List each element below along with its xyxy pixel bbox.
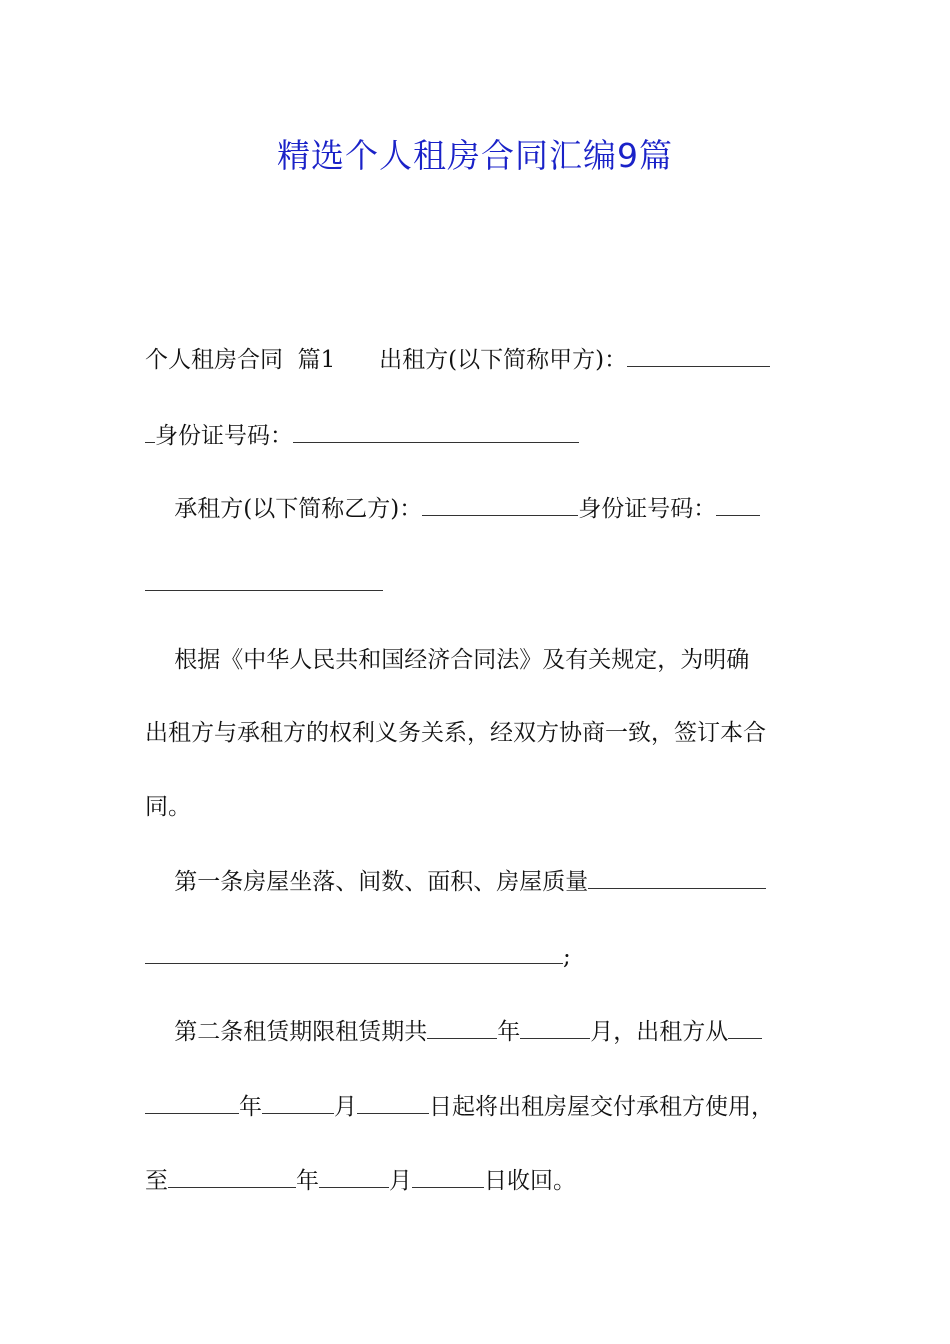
text: 日收回。: [484, 1168, 576, 1194]
text: ;: [563, 944, 571, 970]
text: 身份证号码：: [578, 496, 717, 522]
paragraph-line: [145, 941, 805, 972]
text: 身份证号码：: [155, 423, 293, 449]
text: 月，出租方从: [590, 1019, 729, 1045]
text: 第一条房屋坐落、间数、面积、房屋质量: [145, 869, 589, 895]
blank-field: [145, 568, 383, 591]
paragraph-line: [145, 493, 805, 524]
text: 月: [389, 1168, 412, 1194]
text: 同。: [145, 794, 191, 820]
text: 日起将出租房屋交付承租方使用，: [429, 1094, 774, 1120]
text: 至: [145, 1168, 168, 1194]
blank-field: [716, 493, 760, 516]
text: 出租方与承租方的权利义务关系，经双方协商一致，签订本合: [145, 720, 766, 746]
paragraph-line: [145, 645, 805, 675]
text: 年: [497, 1019, 521, 1045]
blank-field: [520, 1016, 590, 1039]
document-title: 精选个人租房合同汇编9篇: [277, 136, 673, 175]
text: 月: [334, 1094, 357, 1120]
blank-field: [293, 420, 579, 443]
paragraph-line: [145, 866, 805, 897]
text: 第二条租赁期限租赁期共: [145, 1019, 428, 1045]
blank-field: [588, 866, 766, 889]
paragraph-line: [145, 344, 805, 375]
text: 根据《中华人民共和国经济合同法》及有关规定，为明确: [145, 647, 750, 673]
paragraph-line: [145, 718, 805, 748]
blank-field: [728, 1016, 762, 1039]
blank-field: [262, 1091, 334, 1114]
blank-field: [145, 420, 155, 443]
paragraph-line: [145, 568, 805, 599]
text: 年: [239, 1094, 262, 1120]
text: 个人租房合同 篇1 出租方(以下简称甲方)：: [145, 347, 628, 373]
blank-field: [319, 1165, 389, 1188]
blank-field: [627, 344, 770, 367]
paragraph-line: [145, 420, 805, 451]
text: 年: [296, 1168, 319, 1194]
blank-field: [145, 1091, 239, 1114]
blank-field: [412, 1165, 484, 1188]
blank-field: [168, 1165, 296, 1188]
paragraph-line: [145, 1091, 805, 1122]
paragraph-line: [145, 1016, 805, 1047]
blank-field: [145, 941, 563, 964]
text: 承租方(以下简称乙方)：: [145, 496, 423, 522]
blank-field: [427, 1016, 497, 1039]
paragraph-line: [145, 1165, 805, 1196]
blank-field: [357, 1091, 429, 1114]
paragraph-line: [145, 792, 805, 822]
blank-field: [422, 493, 578, 516]
